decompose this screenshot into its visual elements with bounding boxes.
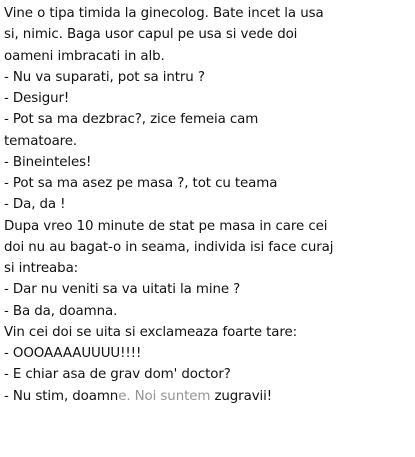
punchline-start: - Nu stim, doamn [4, 388, 119, 404]
text-line-13: si intreaba: [4, 261, 79, 276]
text-line-8: - Bineinteles! [4, 154, 92, 170]
text-line-2: si, nimic. Baga usor capul pe usa si vede doi [4, 27, 298, 43]
text-line-12: doi nu au bagat-o in seama, individa isi face curaj [4, 239, 334, 255]
text-line-1: Vine o tipa timida la ginecolog. Bate incet la usa [4, 6, 324, 21]
text-line-5: - Desigur! [4, 91, 70, 106]
text-line-6: - Pot sa ma dezbrac?, zice femeia cam [4, 112, 259, 128]
text-line-18: - E chiar asa de grav dom' doctor? [4, 367, 231, 383]
text-line-14: - Dar nu veniti sa va uitati la mine ? [4, 282, 241, 298]
text-line-11: Dupa vreo 10 minute de stat pe masa in care cei [4, 218, 328, 234]
punchline-end: zugravii! [210, 388, 273, 404]
text-line-15: - Ba da, doamna. [4, 303, 118, 319]
text-line-10: - Da, da ! [4, 197, 66, 213]
text-line-16: Vin cei doi se uita si exclameaza foarte tare: [4, 324, 298, 340]
text-line-3: oameni imbracati in alb. [4, 48, 165, 64]
punchline [4, 386, 412, 407]
text-line-9: - Pot sa ma asez pe masa ?, tot cu teama [4, 176, 278, 191]
text-line-17: - OOOAAAAUUUU!!!! [4, 346, 142, 361]
text-line-7: tematoare. [4, 133, 78, 149]
text-line-4: - Nu va suparati, pot sa intru ? [4, 69, 205, 85]
joke-text [4, 3, 412, 407]
punchline-faded: e. Noi suntem [118, 388, 211, 404]
